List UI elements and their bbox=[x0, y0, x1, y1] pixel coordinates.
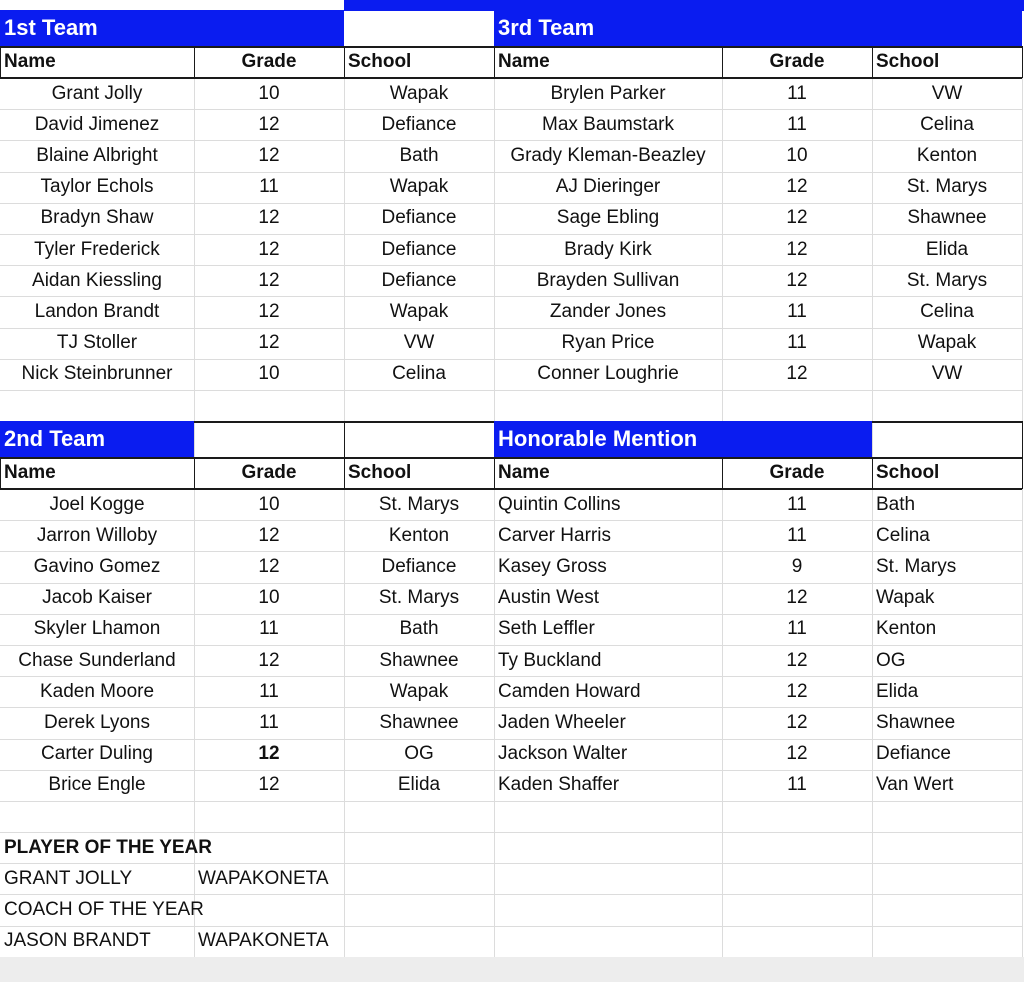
player-name[interactable]: Jacob Kaiser bbox=[42, 587, 152, 609]
player-school[interactable]: Bath bbox=[399, 618, 439, 640]
player-grade[interactable]: 10 bbox=[786, 144, 808, 166]
player-school[interactable]: Wapak bbox=[876, 587, 935, 609]
column-divider bbox=[494, 46, 495, 78]
player-grade[interactable]: 11 bbox=[259, 618, 279, 640]
row-divider bbox=[0, 863, 1022, 864]
sheet-bottom-bar bbox=[0, 957, 1024, 982]
player-name[interactable]: David Jimenez bbox=[34, 113, 160, 135]
header-name[interactable]: Name bbox=[4, 51, 56, 72]
player-school[interactable]: Shawnee bbox=[876, 711, 956, 733]
player-school[interactable]: St. Marys bbox=[906, 269, 988, 291]
player-name[interactable]: Brady Kirk bbox=[564, 238, 652, 260]
player-school[interactable]: Defiance bbox=[381, 269, 457, 291]
first-team-banner[interactable]: 1st Team bbox=[0, 10, 344, 46]
player-school[interactable]: Shawnee bbox=[379, 649, 459, 671]
player-name[interactable]: Gavino Gomez bbox=[33, 555, 161, 577]
column-divider bbox=[872, 457, 873, 489]
header-grade[interactable]: Grade bbox=[769, 462, 825, 483]
player-name[interactable]: Ty Buckland bbox=[498, 649, 602, 671]
player-school[interactable]: Shawnee bbox=[907, 207, 987, 229]
player-school[interactable]: Defiance bbox=[876, 743, 951, 765]
player-name[interactable]: Blaine Albright bbox=[36, 144, 158, 166]
player-school[interactable]: VW bbox=[931, 363, 963, 385]
coach-of-year-name[interactable]: JASON BRANDT bbox=[4, 930, 151, 952]
column-divider bbox=[1022, 421, 1023, 457]
player-name[interactable]: Chase Sunderland bbox=[18, 649, 176, 671]
player-name[interactable]: Seth Leffler bbox=[498, 618, 595, 640]
player-of-year-school[interactable]: WAPAKONETA bbox=[198, 867, 329, 889]
player-school[interactable]: St. Marys bbox=[378, 493, 460, 515]
column-divider bbox=[722, 457, 723, 489]
player-name[interactable]: Derek Lyons bbox=[44, 711, 150, 733]
player-name[interactable]: Skyler Lhamon bbox=[33, 618, 161, 640]
player-name[interactable]: Quintin Collins bbox=[498, 493, 621, 515]
column-divider bbox=[344, 46, 345, 78]
header-school[interactable]: School bbox=[876, 462, 940, 483]
player-name[interactable]: Kasey Gross bbox=[498, 555, 607, 577]
column-divider bbox=[344, 421, 345, 457]
player-school[interactable]: Van Wert bbox=[876, 774, 954, 796]
player-school[interactable]: Bath bbox=[876, 493, 916, 515]
player-grade[interactable]: 10 bbox=[258, 82, 280, 104]
player-grade[interactable]: 12 bbox=[786, 743, 808, 765]
player-grade[interactable]: 12 bbox=[258, 524, 280, 546]
row-divider bbox=[494, 46, 1022, 48]
player-name[interactable]: Carter Duling bbox=[41, 743, 153, 765]
player-grade[interactable]: 12 bbox=[258, 207, 280, 229]
row-divider bbox=[0, 390, 494, 391]
player-school[interactable]: Wapak bbox=[389, 300, 449, 322]
player-name[interactable]: Bradyn Shaw bbox=[40, 207, 154, 229]
player-grade[interactable]: 11 bbox=[787, 113, 807, 135]
player-grade[interactable]: 12 bbox=[258, 555, 280, 577]
player-school[interactable]: St. Marys bbox=[378, 587, 460, 609]
player-school[interactable]: Kenton bbox=[876, 618, 937, 640]
player-grade[interactable]: 11 bbox=[259, 176, 279, 198]
player-name[interactable]: TJ Stoller bbox=[56, 332, 138, 354]
player-grade[interactable]: 12 bbox=[258, 144, 280, 166]
row-divider bbox=[0, 801, 1022, 802]
row-divider bbox=[0, 832, 1022, 833]
player-name[interactable]: Carver Harris bbox=[498, 524, 611, 546]
player-grade[interactable]: 12 bbox=[786, 269, 808, 291]
player-school[interactable]: Kenton bbox=[388, 524, 450, 546]
player-school[interactable]: St. Marys bbox=[876, 555, 957, 577]
player-name[interactable]: Grant Jolly bbox=[51, 82, 143, 104]
player-grade[interactable]: 11 bbox=[259, 711, 279, 733]
column-divider bbox=[494, 457, 495, 489]
player-school[interactable]: Celina bbox=[392, 363, 446, 385]
player-grade[interactable]: 12 bbox=[258, 300, 280, 322]
header-name[interactable]: Name bbox=[498, 51, 550, 72]
player-grade[interactable]: 12 bbox=[258, 774, 280, 796]
player-school[interactable]: VW bbox=[931, 82, 963, 104]
row-divider bbox=[0, 894, 1022, 895]
header-grade[interactable]: Grade bbox=[769, 51, 825, 72]
player-grade[interactable]: 12 bbox=[786, 176, 808, 198]
player-school[interactable]: Elida bbox=[397, 774, 441, 796]
column-divider bbox=[0, 46, 1, 78]
player-school[interactable]: Wapak bbox=[389, 680, 449, 702]
player-name[interactable]: Brayden Sullivan bbox=[536, 269, 680, 291]
player-name[interactable]: Zander Jones bbox=[549, 300, 667, 322]
player-grade[interactable]: 11 bbox=[787, 300, 807, 322]
player-name[interactable]: Conner Loughrie bbox=[537, 363, 679, 385]
header-name[interactable]: Name bbox=[498, 462, 550, 483]
player-school[interactable]: Shawnee bbox=[379, 711, 459, 733]
player-school[interactable]: Bath bbox=[399, 144, 439, 166]
player-grade[interactable]: 12 bbox=[786, 363, 808, 385]
column-divider bbox=[1022, 46, 1023, 78]
player-school[interactable]: Defiance bbox=[381, 555, 457, 577]
player-grade[interactable]: 12 bbox=[786, 680, 808, 702]
player-name[interactable]: Ryan Price bbox=[561, 332, 655, 354]
player-grade[interactable]: 12 bbox=[258, 238, 280, 260]
header-grade[interactable]: Grade bbox=[241, 462, 297, 483]
player-grade[interactable]: 10 bbox=[258, 363, 280, 385]
player-school[interactable]: Celina bbox=[920, 300, 974, 322]
player-school[interactable]: Elida bbox=[876, 680, 919, 702]
column-divider bbox=[0, 457, 1, 489]
player-grade[interactable]: 11 bbox=[787, 774, 807, 796]
coach-of-year-heading[interactable]: COACH OF THE YEAR bbox=[4, 898, 204, 920]
player-grade[interactable]: 11 bbox=[787, 493, 807, 515]
player-name[interactable]: Brylen Parker bbox=[550, 82, 666, 104]
player-grade[interactable]: 11 bbox=[787, 618, 807, 640]
player-grade[interactable]: 12 bbox=[786, 587, 808, 609]
player-name[interactable]: AJ Dieringer bbox=[555, 176, 661, 198]
third-team-banner[interactable]: 3rd Team bbox=[494, 10, 1022, 46]
player-grade[interactable]: 9 bbox=[791, 555, 803, 577]
player-school[interactable]: OG bbox=[404, 743, 434, 765]
player-school[interactable]: Elida bbox=[925, 238, 969, 260]
header-school[interactable]: School bbox=[348, 51, 412, 72]
player-name[interactable]: Austin West bbox=[498, 587, 600, 609]
column-divider bbox=[872, 46, 873, 78]
player-school[interactable]: Wapak bbox=[389, 176, 449, 198]
player-school[interactable]: Defiance bbox=[381, 238, 457, 260]
player-school[interactable]: Defiance bbox=[381, 113, 457, 135]
player-grade[interactable]: 12 bbox=[258, 649, 280, 671]
column-divider bbox=[194, 457, 195, 489]
player-school[interactable]: Celina bbox=[876, 524, 930, 546]
player-name[interactable]: Nick Steinbrunner bbox=[21, 363, 173, 385]
player-grade[interactable]: 12 bbox=[258, 113, 280, 135]
player-name[interactable]: Brice Engle bbox=[48, 774, 146, 796]
header-school[interactable]: School bbox=[876, 51, 940, 72]
player-grade[interactable]: 12 bbox=[786, 207, 808, 229]
row-divider bbox=[0, 926, 1022, 927]
row-divider bbox=[0, 457, 494, 459]
player-school[interactable]: St. Marys bbox=[906, 176, 988, 198]
player-name[interactable]: Max Baumstark bbox=[542, 113, 674, 135]
column-divider bbox=[722, 46, 723, 78]
player-school[interactable]: Celina bbox=[920, 113, 974, 135]
row-divider bbox=[0, 46, 494, 48]
player-grade[interactable]: 10 bbox=[258, 587, 280, 609]
header-name[interactable]: Name bbox=[4, 462, 56, 483]
player-name[interactable]: Jaden Wheeler bbox=[498, 711, 626, 733]
player-grade[interactable]: 12 bbox=[258, 743, 280, 765]
player-name[interactable]: Tyler Frederick bbox=[34, 238, 160, 260]
player-school[interactable]: Defiance bbox=[381, 207, 457, 229]
player-grade[interactable]: 11 bbox=[259, 680, 279, 702]
player-of-year-name[interactable]: GRANT JOLLY bbox=[4, 867, 133, 889]
row-divider bbox=[494, 390, 1022, 391]
player-grade[interactable]: 10 bbox=[258, 493, 280, 515]
honorable-mention-banner[interactable]: Honorable Mention bbox=[494, 421, 872, 457]
player-grade[interactable]: 12 bbox=[258, 269, 280, 291]
row-divider bbox=[872, 421, 1022, 423]
player-name[interactable]: Kaden Moore bbox=[39, 680, 155, 702]
header-school[interactable]: School bbox=[348, 462, 412, 483]
player-school[interactable]: Kenton bbox=[916, 144, 978, 166]
player-name[interactable]: Kaden Shaffer bbox=[498, 774, 620, 796]
row-divider bbox=[494, 457, 1022, 459]
player-grade[interactable]: 12 bbox=[786, 649, 808, 671]
player-name[interactable]: Jackson Walter bbox=[498, 743, 628, 765]
player-name[interactable]: Aidan Kiessling bbox=[32, 269, 162, 291]
player-grade[interactable]: 12 bbox=[786, 711, 808, 733]
header-grade[interactable]: Grade bbox=[241, 51, 297, 72]
player-school[interactable]: Wapak bbox=[917, 332, 977, 354]
player-name[interactable]: Joel Kogge bbox=[49, 493, 145, 515]
column-divider bbox=[194, 46, 195, 78]
column-divider bbox=[1022, 457, 1023, 489]
player-grade[interactable]: 11 bbox=[787, 332, 807, 354]
coach-of-year-school[interactable]: WAPAKONETA bbox=[198, 930, 329, 952]
player-name[interactable]: Taylor Echols bbox=[40, 176, 154, 198]
player-grade[interactable]: 11 bbox=[787, 82, 807, 104]
player-name[interactable]: Landon Brandt bbox=[34, 300, 160, 322]
second-team-banner[interactable]: 2nd Team bbox=[0, 421, 194, 457]
player-school[interactable]: Wapak bbox=[389, 82, 449, 104]
column-divider bbox=[344, 457, 345, 489]
player-name[interactable]: Sage Ebling bbox=[556, 207, 660, 229]
player-school[interactable]: VW bbox=[403, 332, 435, 354]
column-divider bbox=[1022, 46, 1023, 957]
player-name[interactable]: Grady Kleman-Beazley bbox=[510, 144, 706, 166]
player-name[interactable]: Camden Howard bbox=[498, 680, 641, 702]
player-grade[interactable]: 12 bbox=[258, 332, 280, 354]
player-of-year-heading[interactable]: PLAYER OF THE YEAR bbox=[4, 836, 212, 858]
player-grade[interactable]: 11 bbox=[787, 524, 807, 546]
player-grade[interactable]: 12 bbox=[786, 238, 808, 260]
player-school[interactable]: OG bbox=[876, 649, 906, 671]
player-name[interactable]: Jarron Willoby bbox=[36, 524, 158, 546]
